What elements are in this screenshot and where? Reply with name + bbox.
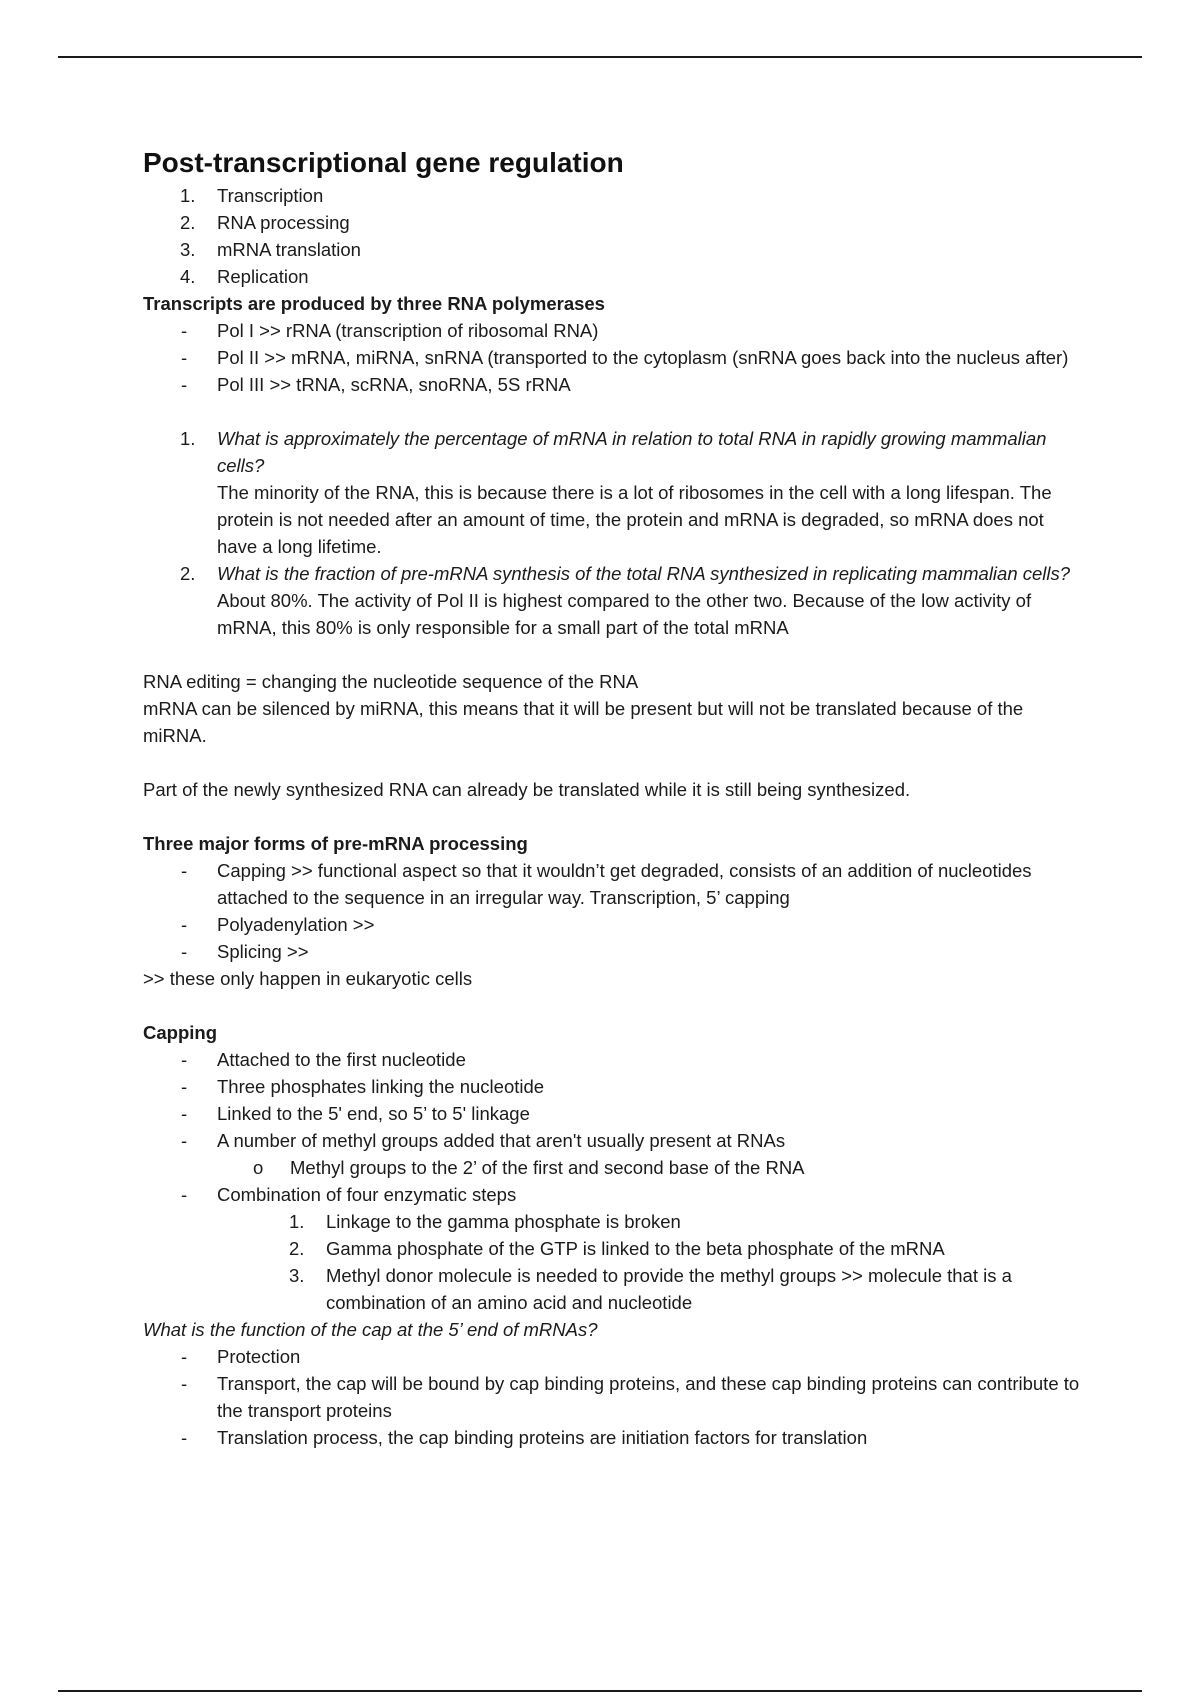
list-subitem: 3. Methyl donor molecule is needed to provide the methyl groups >> molecule that is a combination of an amino acid and nucleotide xyxy=(289,1265,1012,1313)
capping-list xyxy=(143,1046,1083,1316)
footer-rule xyxy=(58,1690,1142,1692)
polymerases-heading: Transcripts are produced by three RNA polymerases xyxy=(143,293,605,314)
list-item: - Attached to the first nucleotide xyxy=(181,1049,466,1070)
list-item: - Linked to the 5' end, so 5’ to 5' linkage xyxy=(181,1103,530,1124)
list-item: - Pol III >> tRNA, scRNA, snoRNA, 5S rRNA xyxy=(181,374,571,395)
list-subitem: 1. Linkage to the gamma phosphate is broken xyxy=(289,1211,681,1232)
list-item: 3. mRNA translation xyxy=(180,239,361,260)
cap-function-list xyxy=(143,1343,1083,1451)
cap-function-question: What is the function of the cap at the 5’ end of mRNAs? xyxy=(143,1319,598,1340)
list-item: 1. Transcription xyxy=(180,185,324,206)
list-subitem: o Methyl groups to the 2’ of the first and second base of the RNA xyxy=(253,1157,805,1178)
question-item: 1. What is approximately the percentage of mRNA in relation to total RNA in rapidly growing mammalian cells? The minority of the RNA, this is because there is a lot of ribosomes in the cell with a long lifespan. The protein is not needed after an amount of time, the protein and mRNA is degraded, so mRNA does not have a long lifetime. xyxy=(180,428,1052,557)
list-item: - Three phosphates linking the nucleotide xyxy=(181,1076,545,1097)
page-title: Post-transcriptional gene regulation xyxy=(143,147,624,178)
list-item: - Protection xyxy=(181,1346,301,1367)
list-item: - Pol I >> rRNA (transcription of ribosomal RNA) xyxy=(181,320,599,341)
list-item: 4. Replication xyxy=(180,266,309,287)
document-body xyxy=(143,146,1083,1451)
cotranslation-note: Part of the newly synthesized RNA can already be translated while it is still being synthesized. xyxy=(143,779,911,800)
list-item: - Capping >> functional aspect so that it wouldn’t get degraded, consists of an addition of nucleotides attached to the sequence in an irregular way. Transcription, 5’ capping xyxy=(181,860,1032,908)
list-subitem: 2. Gamma phosphate of the GTP is linked to the beta phosphate of the mRNA xyxy=(289,1238,945,1259)
question-item: 2. What is the fraction of pre-mRNA synthesis of the total RNA synthesized in replicating mammalian cells? About 80%. The activity of Pol II is highest compared to the other two. Because of the low activity of mRNA, this 80% is only responsible for a small part of the total mRNA xyxy=(180,563,1071,638)
questions-list xyxy=(143,425,1083,641)
processing-footnote: >> these only happen in eukaryotic cells xyxy=(143,968,473,989)
list-item: - Transport, the cap will be bound by cap binding proteins, and these cap binding proteins can contribute to the transport proteins xyxy=(181,1373,1080,1421)
header-rule xyxy=(58,56,1142,58)
list-item: - Translation process, the cap binding proteins are initiation factors for translation xyxy=(181,1427,868,1448)
answer-text: The minority of the RNA, this is because there is a lot of ribosomes in the cell with a long lifespan. The protein is not needed after an amount of time, the protein and mRNA is degraded, so mRNA does not have a long lifetime. xyxy=(217,482,1052,557)
list-item: - Polyadenylation >> xyxy=(181,914,375,935)
list-item: - Pol II >> mRNA, miRNA, snRNA (transported to the cytoplasm (snRNA goes back into the nucleus after) xyxy=(181,347,1069,368)
question-text: What is the fraction of pre-mRNA synthesis of the total RNA synthesized in replicating mammalian cells? xyxy=(217,563,1071,584)
answer-text: About 80%. The activity of Pol II is highest compared to the other two. Because of the low activity of mRNA, this 80% is only responsible for a small part of the total mRNA xyxy=(217,590,1032,638)
processing-heading: Three major forms of pre-mRNA processing xyxy=(143,833,528,854)
rna-editing-note: RNA editing = changing the nucleotide sequence of the RNA xyxy=(143,671,639,692)
polymerases-list xyxy=(143,317,1083,398)
list-item: - A number of methyl groups added that aren't usually present at RNAs xyxy=(181,1130,786,1151)
mirna-silencing-note: mRNA can be silenced by miRNA, this means that it will be present but will not be translated because of the miRNA. xyxy=(143,698,1024,746)
processing-list xyxy=(143,857,1083,965)
process-steps-list xyxy=(143,182,1083,290)
question-text: What is approximately the percentage of mRNA in relation to total RNA in rapidly growing mammalian cells? xyxy=(217,428,1047,476)
list-item: - Combination of four enzymatic steps xyxy=(181,1184,517,1205)
list-item: 2. RNA processing xyxy=(180,212,350,233)
list-item: - Splicing >> xyxy=(181,941,309,962)
capping-heading: Capping xyxy=(143,1022,217,1043)
